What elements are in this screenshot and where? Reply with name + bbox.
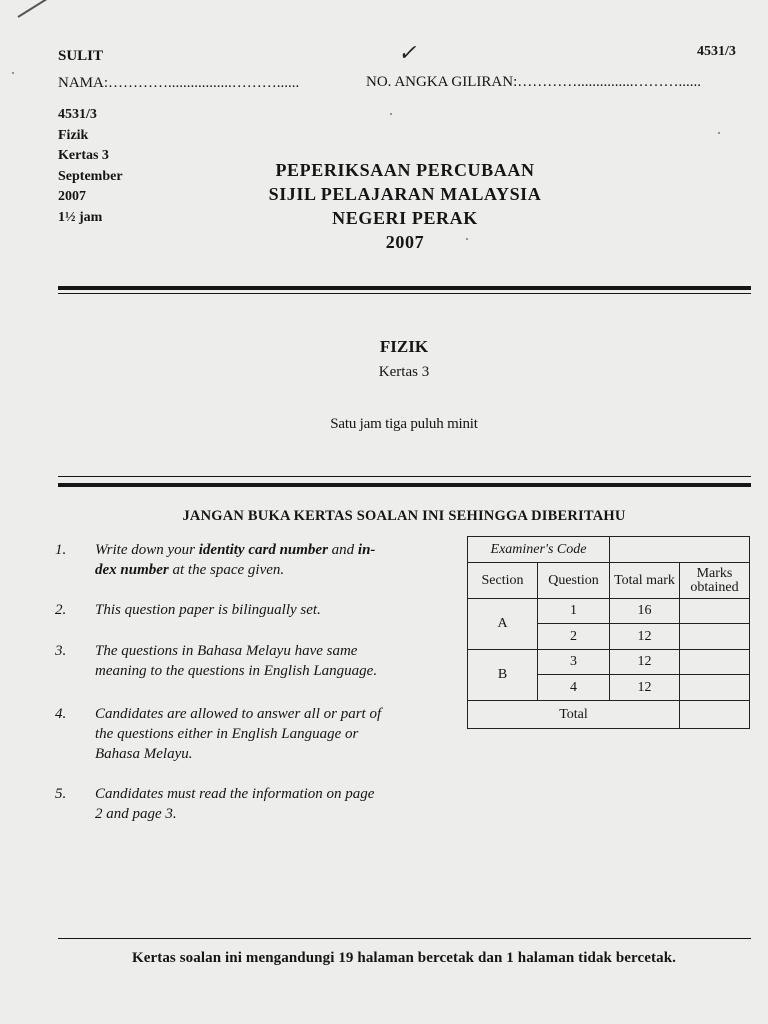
scan-speck — [466, 238, 468, 240]
classification-label: SULIT — [58, 48, 104, 64]
subject-title: FIZIK — [379, 337, 429, 356]
paper-code-top: 4531/3 — [697, 44, 736, 59]
examiner-table — [467, 536, 750, 729]
index-number-label: NO. ANGKA GILIRAN: — [366, 74, 518, 90]
total-mark-cell: 12 — [610, 650, 680, 675]
duration-text: Satu jam tiga puluh minit — [330, 416, 478, 432]
total-mark-cell: 12 — [610, 624, 680, 650]
instruction-number: 2. — [55, 602, 67, 618]
paper-info-duration: 1½ jam — [58, 209, 103, 225]
footer-note: Kertas soalan ini mengandungi 19 halaman bercetak dan 1 halaman tidak bercetak. — [131, 950, 677, 966]
warning-text: JANGAN BUKA KERTAS SOALAN INI SEHINGGA DIBERITAHU — [182, 508, 626, 524]
scan-speck — [390, 113, 392, 115]
marks-obtained-header: Marks obtained — [680, 563, 750, 599]
paper-info-code: 4531/3 — [58, 107, 97, 122]
question-cell: 4 — [538, 675, 610, 701]
scan-speck — [12, 72, 14, 74]
tick-mark: ✓ — [398, 40, 417, 65]
divider-rule — [58, 293, 751, 294]
question-cell: 2 — [538, 624, 610, 650]
instruction-text: Candidates are allowed to answer all or part of the questions either in English Language or Bahasa Melayu. — [95, 706, 382, 762]
total-mark-header: Total mark — [610, 563, 680, 599]
pen-mark — [17, 0, 49, 18]
index-number-field[interactable] — [366, 74, 701, 91]
instruction-item — [55, 641, 450, 681]
marks-obtained-cell[interactable] — [680, 624, 750, 650]
footer-rule — [58, 938, 751, 939]
marks-obtained-cell[interactable] — [680, 599, 750, 624]
instruction-item — [55, 704, 450, 764]
instruction-item — [55, 600, 450, 620]
instruction-text: This question paper is bilingually set. — [95, 602, 321, 618]
instruction-text: Candidates must read the information on page 2 and page 3. — [95, 786, 375, 822]
exam-title-line-1: PEPERIKSAAN PERCUBAAN — [275, 160, 535, 180]
total-marks-cell[interactable] — [680, 701, 750, 729]
instruction-text: Write down your identity card number and in- dex number at the space given. — [95, 542, 376, 578]
total-mark-cell: 12 — [610, 675, 680, 701]
exam-title-line-4: 2007 — [385, 232, 425, 252]
instruction-number: 4. — [55, 706, 67, 722]
instruction-item — [55, 784, 450, 824]
paper-info — [58, 105, 123, 228]
name-field[interactable] — [58, 75, 299, 92]
section-cell: A — [468, 599, 538, 650]
marks-obtained-cell[interactable] — [680, 650, 750, 675]
instruction-number: 1. — [55, 542, 67, 558]
exam-title — [220, 158, 590, 254]
instruction-item — [55, 540, 450, 580]
examiner-code-label: Examiner's Code — [468, 537, 610, 563]
divider-rule — [58, 483, 751, 487]
divider-rule — [58, 476, 751, 477]
question-cell: 1 — [538, 599, 610, 624]
exam-title-line-3: NEGERI PERAK — [332, 208, 478, 228]
question-header: Question — [538, 563, 610, 599]
examiner-code-cell[interactable] — [610, 537, 750, 563]
question-cell: 3 — [538, 650, 610, 675]
paper-info-subject: Fizik — [58, 127, 89, 143]
total-label: Total — [468, 701, 680, 729]
instruction-number: 3. — [55, 643, 67, 659]
paper-info-paper: Kertas 3 — [58, 148, 109, 163]
total-mark-cell: 16 — [610, 599, 680, 624]
instruction-number: 5. — [55, 786, 67, 802]
paper-title: Kertas 3 — [378, 364, 430, 380]
name-label: NAMA: — [58, 75, 109, 91]
index-number-dots: …………...............………...... — [517, 74, 701, 90]
instruction-text: The questions in Bahasa Melayu have same meaning to the questions in English Language. — [95, 643, 378, 679]
divider-rule — [58, 286, 751, 290]
name-dots: ………….................………...... — [108, 75, 300, 91]
exam-title-line-2: SIJIL PELAJARAN MALAYSIA — [268, 184, 542, 204]
section-cell: B — [468, 650, 538, 701]
scan-speck — [718, 132, 720, 134]
marks-obtained-cell[interactable] — [680, 675, 750, 701]
paper-info-month: September — [58, 168, 123, 184]
paper-info-year: 2007 — [58, 189, 86, 204]
section-header: Section — [468, 563, 538, 599]
